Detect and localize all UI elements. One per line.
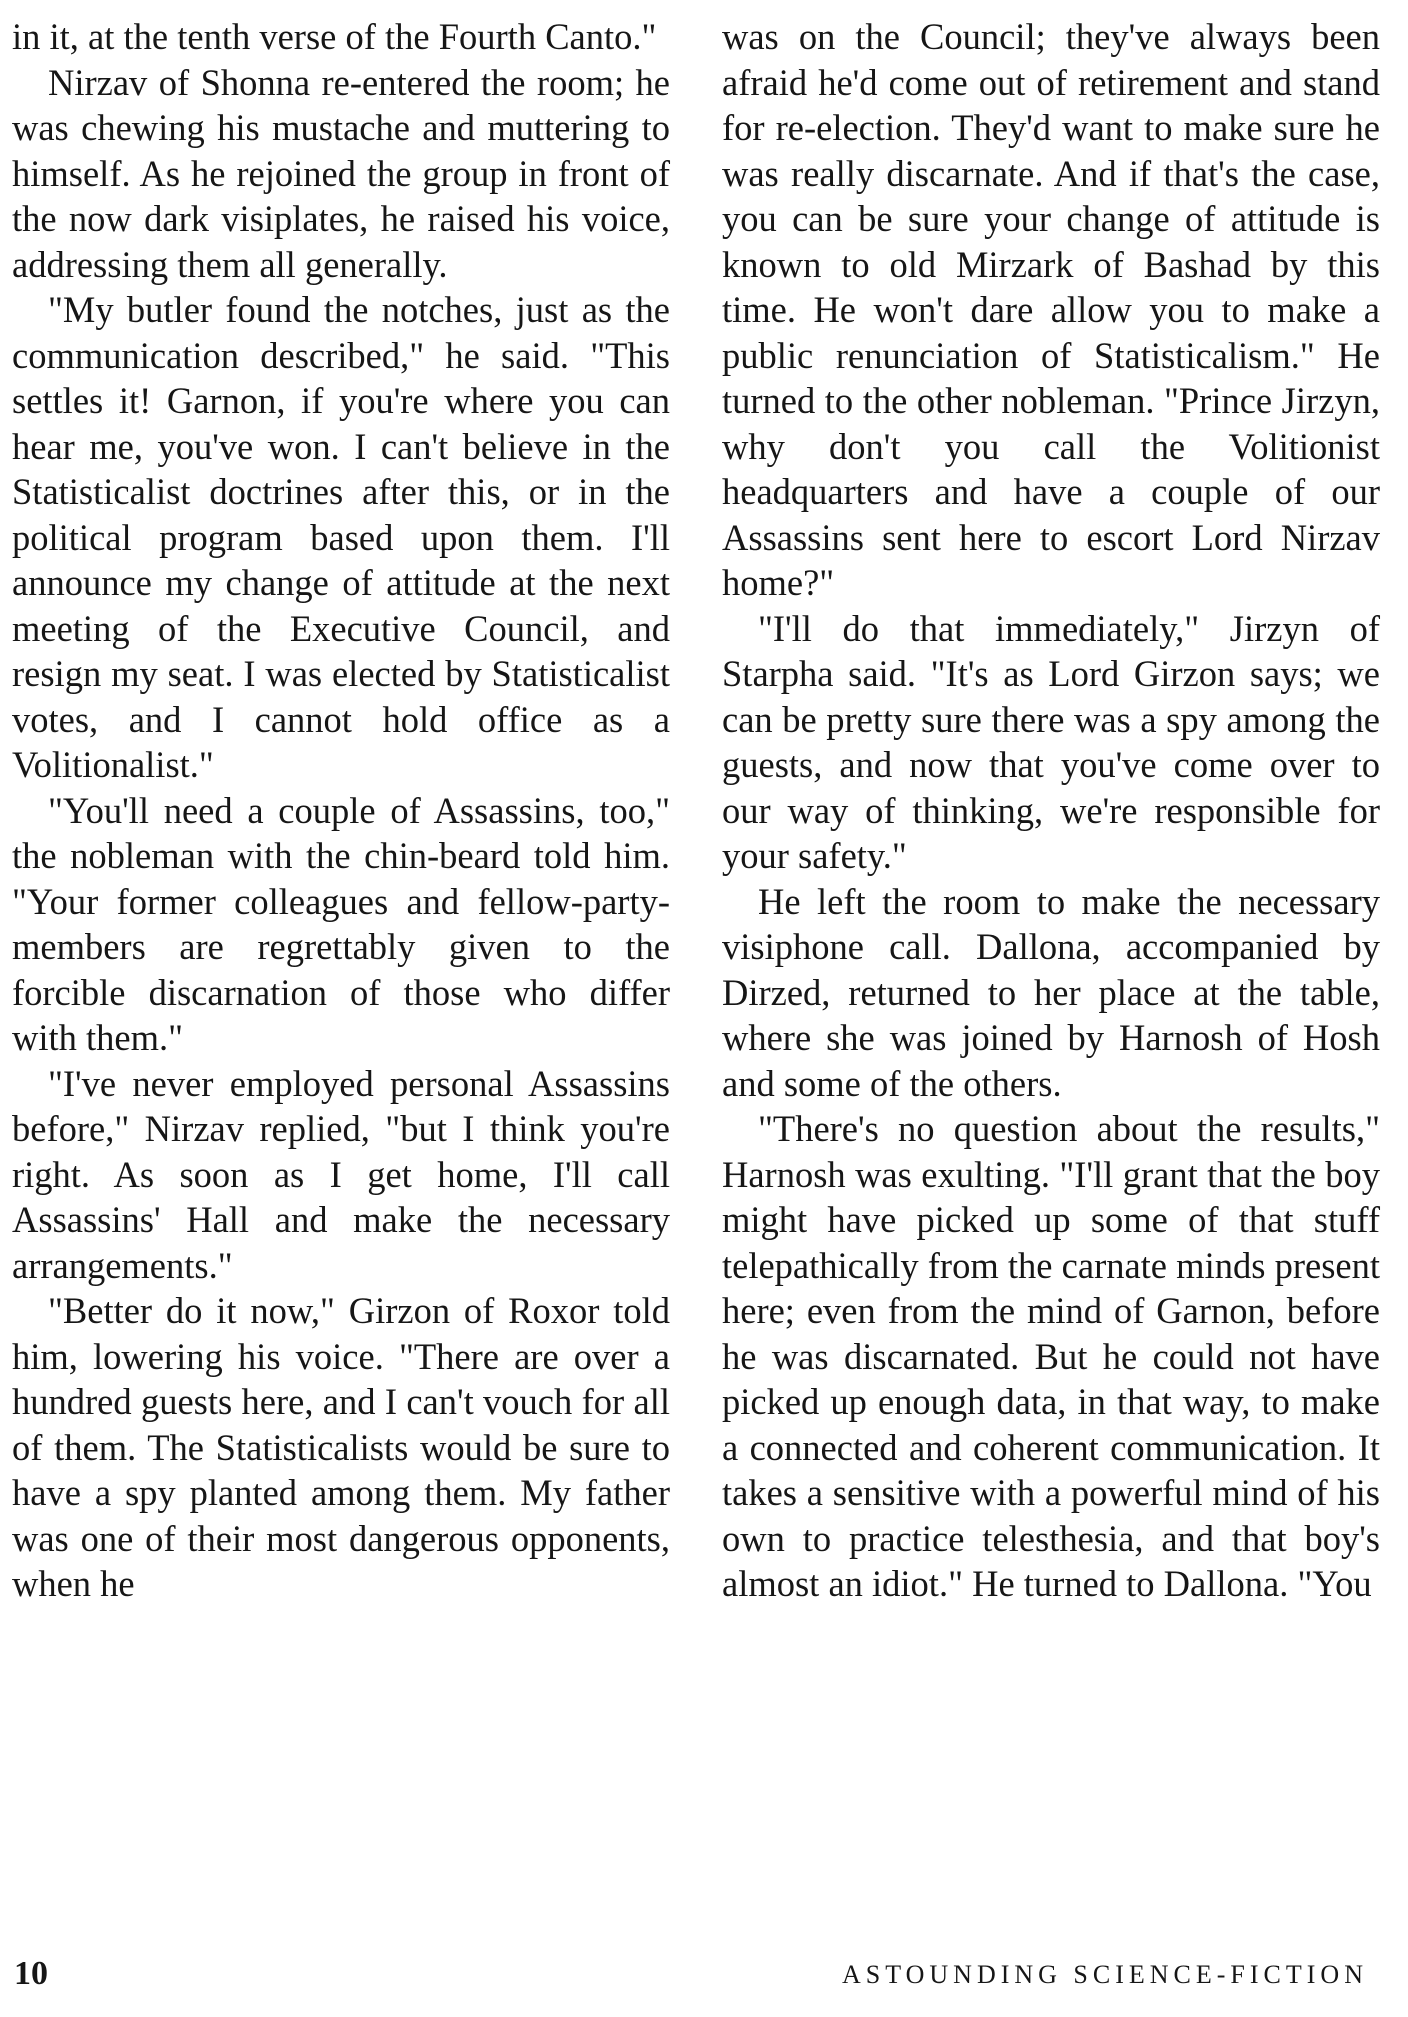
page-footer (0, 1954, 1408, 2004)
running-title: ASTOUNDING SCIENCE-FICTION (841, 1960, 1368, 1989)
left-column (12, 14, 670, 1607)
paragraph: was on the Council; they've always been afraid he'd come out of retirement and stand for re-election. They'd want to make sure he was really discarnate. And if that's the case, you can be sure your change of attitude is known to old Mirzark of Bashad by this time. He won't dare allow you to make a public renunciation of Statisticalism." He turned to the other nobleman. "Prince Jirzyn, why don't you call the Volitionist headquarters and have a couple of our Assassins sent here to escort Lord Nirzav home?" (722, 16, 1380, 603)
paragraph: "I'll do that immediately," Jirzyn of Starpha said. "It's as Lord Girzon says; we can be pretty sure there was a spy among the guests, and now that you've come over to our way of thinking, we're responsible for your safety." (722, 607, 1380, 876)
paragraph: "Better do it now," Girzon of Roxor told him, lowering his voice. "There are over a hundred guests here, and I can't vouch for all of them. The Statisticalists would be sure to have a spy planted among them. My father was one of their most dangerous opponents, when he (12, 1290, 670, 1604)
paragraph: "You'll need a couple of Assassins, too," the nobleman with the chin-beard told him. "Your former colleagues and fellow-party-members are regrettably given to the forcible discarnation of those who differ with them." (12, 789, 670, 1058)
paragraph: Nirzav of Shonna re-entered the room; he was chewing his mustache and muttering to himself. As he rejoined the group in front of the now dark visiplates, he raised his voice, addressing them all generally. (12, 61, 670, 285)
paragraph: "There's no question about the results," Harnosh was exulting. "I'll grant that the boy might have picked up some of that stuff telepathically from the carnate minds present here; even from the mind of Garnon, before he was discarnated. But he could not have picked up enough data, in that way, to make a connected and coherent communication. It takes a sensitive with a powerful mind of his own to practice telesthesia, and that boy's almost an idiot." He turned to Dallona. "You (722, 1108, 1380, 1604)
paragraph: in it, at the tenth verse of the Fourth Canto." (12, 16, 657, 57)
right-column (722, 14, 1380, 1607)
paragraph: "My butler found the notches, just as the communication described," he said. "This settles it! Garnon, if you're where you can hear me, you've won. I can't believe in the Statisticalist doctrines after this, or in the political program based upon them. I'll announce my change of attitude at the next meeting of the Executive Council, and resign my seat. I was elected by Statisticalist votes, and I cannot hold office as a Volitionalist." (12, 289, 670, 785)
page-number: 10 (14, 1955, 48, 1992)
paragraph: "I've never employed personal Assassins before," Nirzav replied, "but I think you're right. As soon as I get home, I'll call Assassins' Hall and make the necessary arrangements." (12, 1062, 670, 1286)
paragraph: He left the room to make the necessary visiphone call. Dallona, accompanied by Dirzed, returned to her place at the table, where she was joined by Harnosh of Hosh and some of the others. (722, 880, 1380, 1104)
